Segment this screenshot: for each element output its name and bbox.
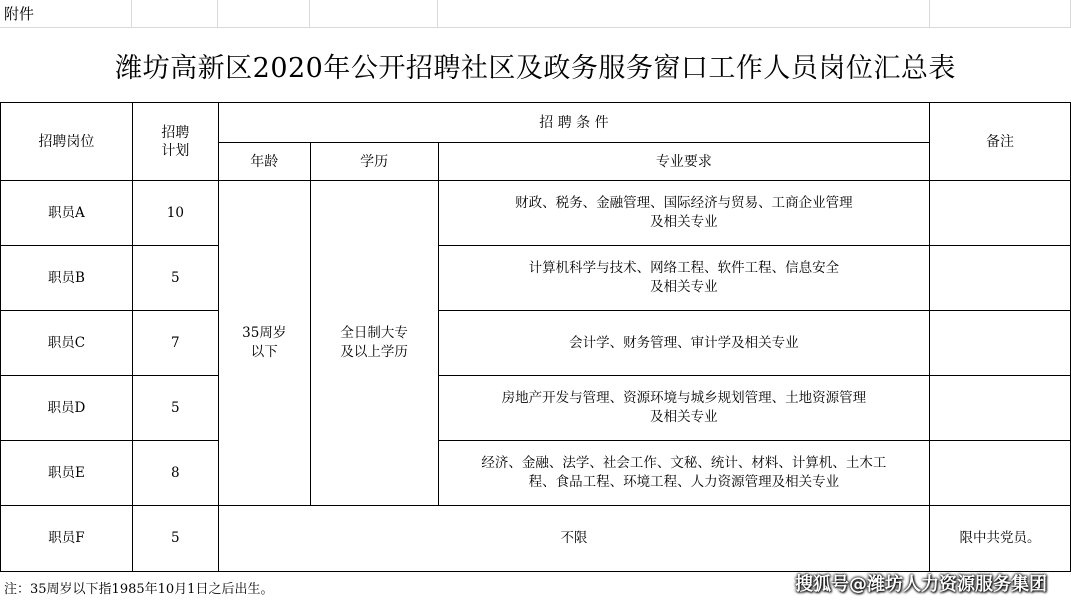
position-cell: 职员F bbox=[1, 506, 133, 572]
header-remarks: 备注 bbox=[930, 103, 1071, 181]
table-row bbox=[1, 246, 1071, 311]
table-row bbox=[1, 311, 1071, 376]
major-cell: 不限 bbox=[218, 506, 929, 572]
major-line2: 及相关专业 bbox=[650, 409, 718, 425]
major-line1: 计算机科学与技术、网络工程、软件工程、信息安全 bbox=[528, 260, 840, 276]
header-row-1 bbox=[1, 103, 1071, 143]
header-age: 年龄 bbox=[218, 143, 310, 181]
header-plan-line2: 计划 bbox=[161, 142, 190, 159]
table-row bbox=[1, 506, 1071, 572]
age-cell bbox=[218, 181, 310, 506]
major-line2: 及相关专业 bbox=[650, 214, 718, 230]
plan-cell: 8 bbox=[132, 441, 218, 506]
header-major: 专业要求 bbox=[438, 143, 929, 181]
header-education: 学历 bbox=[310, 143, 438, 181]
position-cell: 职员B bbox=[1, 246, 133, 311]
plan-cell: 10 bbox=[132, 181, 218, 246]
watermark: 搜狐号@潍坊人力资源服务集团 bbox=[795, 574, 1047, 595]
page-title: 潍坊高新区2020年公开招聘社区及政务服务窗口工作人员岗位汇总表 bbox=[115, 52, 956, 84]
plan-cell: 7 bbox=[132, 311, 218, 376]
major-line1: 经济、金融、法学、社会工作、文秘、统计、材料、计算机、土木工 bbox=[481, 455, 887, 471]
plan-cell: 5 bbox=[132, 506, 218, 572]
remarks-cell bbox=[930, 441, 1071, 506]
age-line2: 以下 bbox=[250, 344, 278, 360]
age-line1: 35周岁 bbox=[242, 325, 287, 341]
major-line2: 程、食品工程、环境工程、人力资源管理及相关专业 bbox=[528, 474, 840, 490]
position-cell: 职员C bbox=[1, 311, 133, 376]
table-row bbox=[1, 441, 1071, 506]
major-cell bbox=[438, 246, 929, 311]
remarks-cell bbox=[930, 246, 1071, 311]
major-cell bbox=[438, 376, 929, 441]
major-line2: 及相关专业 bbox=[650, 279, 718, 295]
grid-cell bbox=[438, 0, 930, 28]
plan-cell: 5 bbox=[132, 246, 218, 311]
education-line2: 及以上学历 bbox=[340, 344, 408, 360]
major-line1: 财政、税务、金融管理、国际经济与贸易、工商企业管理 bbox=[515, 195, 853, 211]
remarks-cell bbox=[930, 181, 1071, 246]
grid-cell bbox=[930, 0, 1071, 28]
grid-cell bbox=[132, 0, 218, 28]
major-line1: 会计学、财务管理、审计学及相关专业 bbox=[569, 334, 799, 351]
header-position: 招聘岗位 bbox=[1, 103, 133, 181]
position-cell: 职员E bbox=[1, 441, 133, 506]
attachment-label: 附件 bbox=[4, 5, 35, 23]
remarks-cell bbox=[930, 311, 1071, 376]
remarks-cell: 限中共党员。 bbox=[930, 506, 1071, 572]
grid-cell bbox=[310, 0, 438, 28]
table-row bbox=[1, 181, 1071, 246]
major-line1: 房地产开发与管理、资源环境与城乡规划管理、土地资源管理 bbox=[501, 390, 867, 406]
header-conditions: 招 聘 条 件 bbox=[218, 103, 929, 143]
education-cell bbox=[310, 181, 438, 506]
header-plan bbox=[132, 103, 218, 181]
major-cell bbox=[438, 441, 929, 506]
header-plan-line1: 招聘 bbox=[161, 124, 190, 141]
plan-cell: 5 bbox=[132, 376, 218, 441]
major-cell bbox=[438, 181, 929, 246]
grid-cell bbox=[218, 0, 310, 28]
footnote: 注：35周岁以下指1985年10月1日之后出生。 bbox=[4, 582, 274, 597]
position-cell: 职员A bbox=[1, 181, 133, 246]
major-cell bbox=[438, 311, 929, 376]
position-cell: 职员D bbox=[1, 376, 133, 441]
education-line1: 全日制大专 bbox=[340, 325, 408, 341]
remarks-cell bbox=[930, 376, 1071, 441]
table-row bbox=[1, 376, 1071, 441]
positions-table bbox=[0, 102, 1071, 572]
